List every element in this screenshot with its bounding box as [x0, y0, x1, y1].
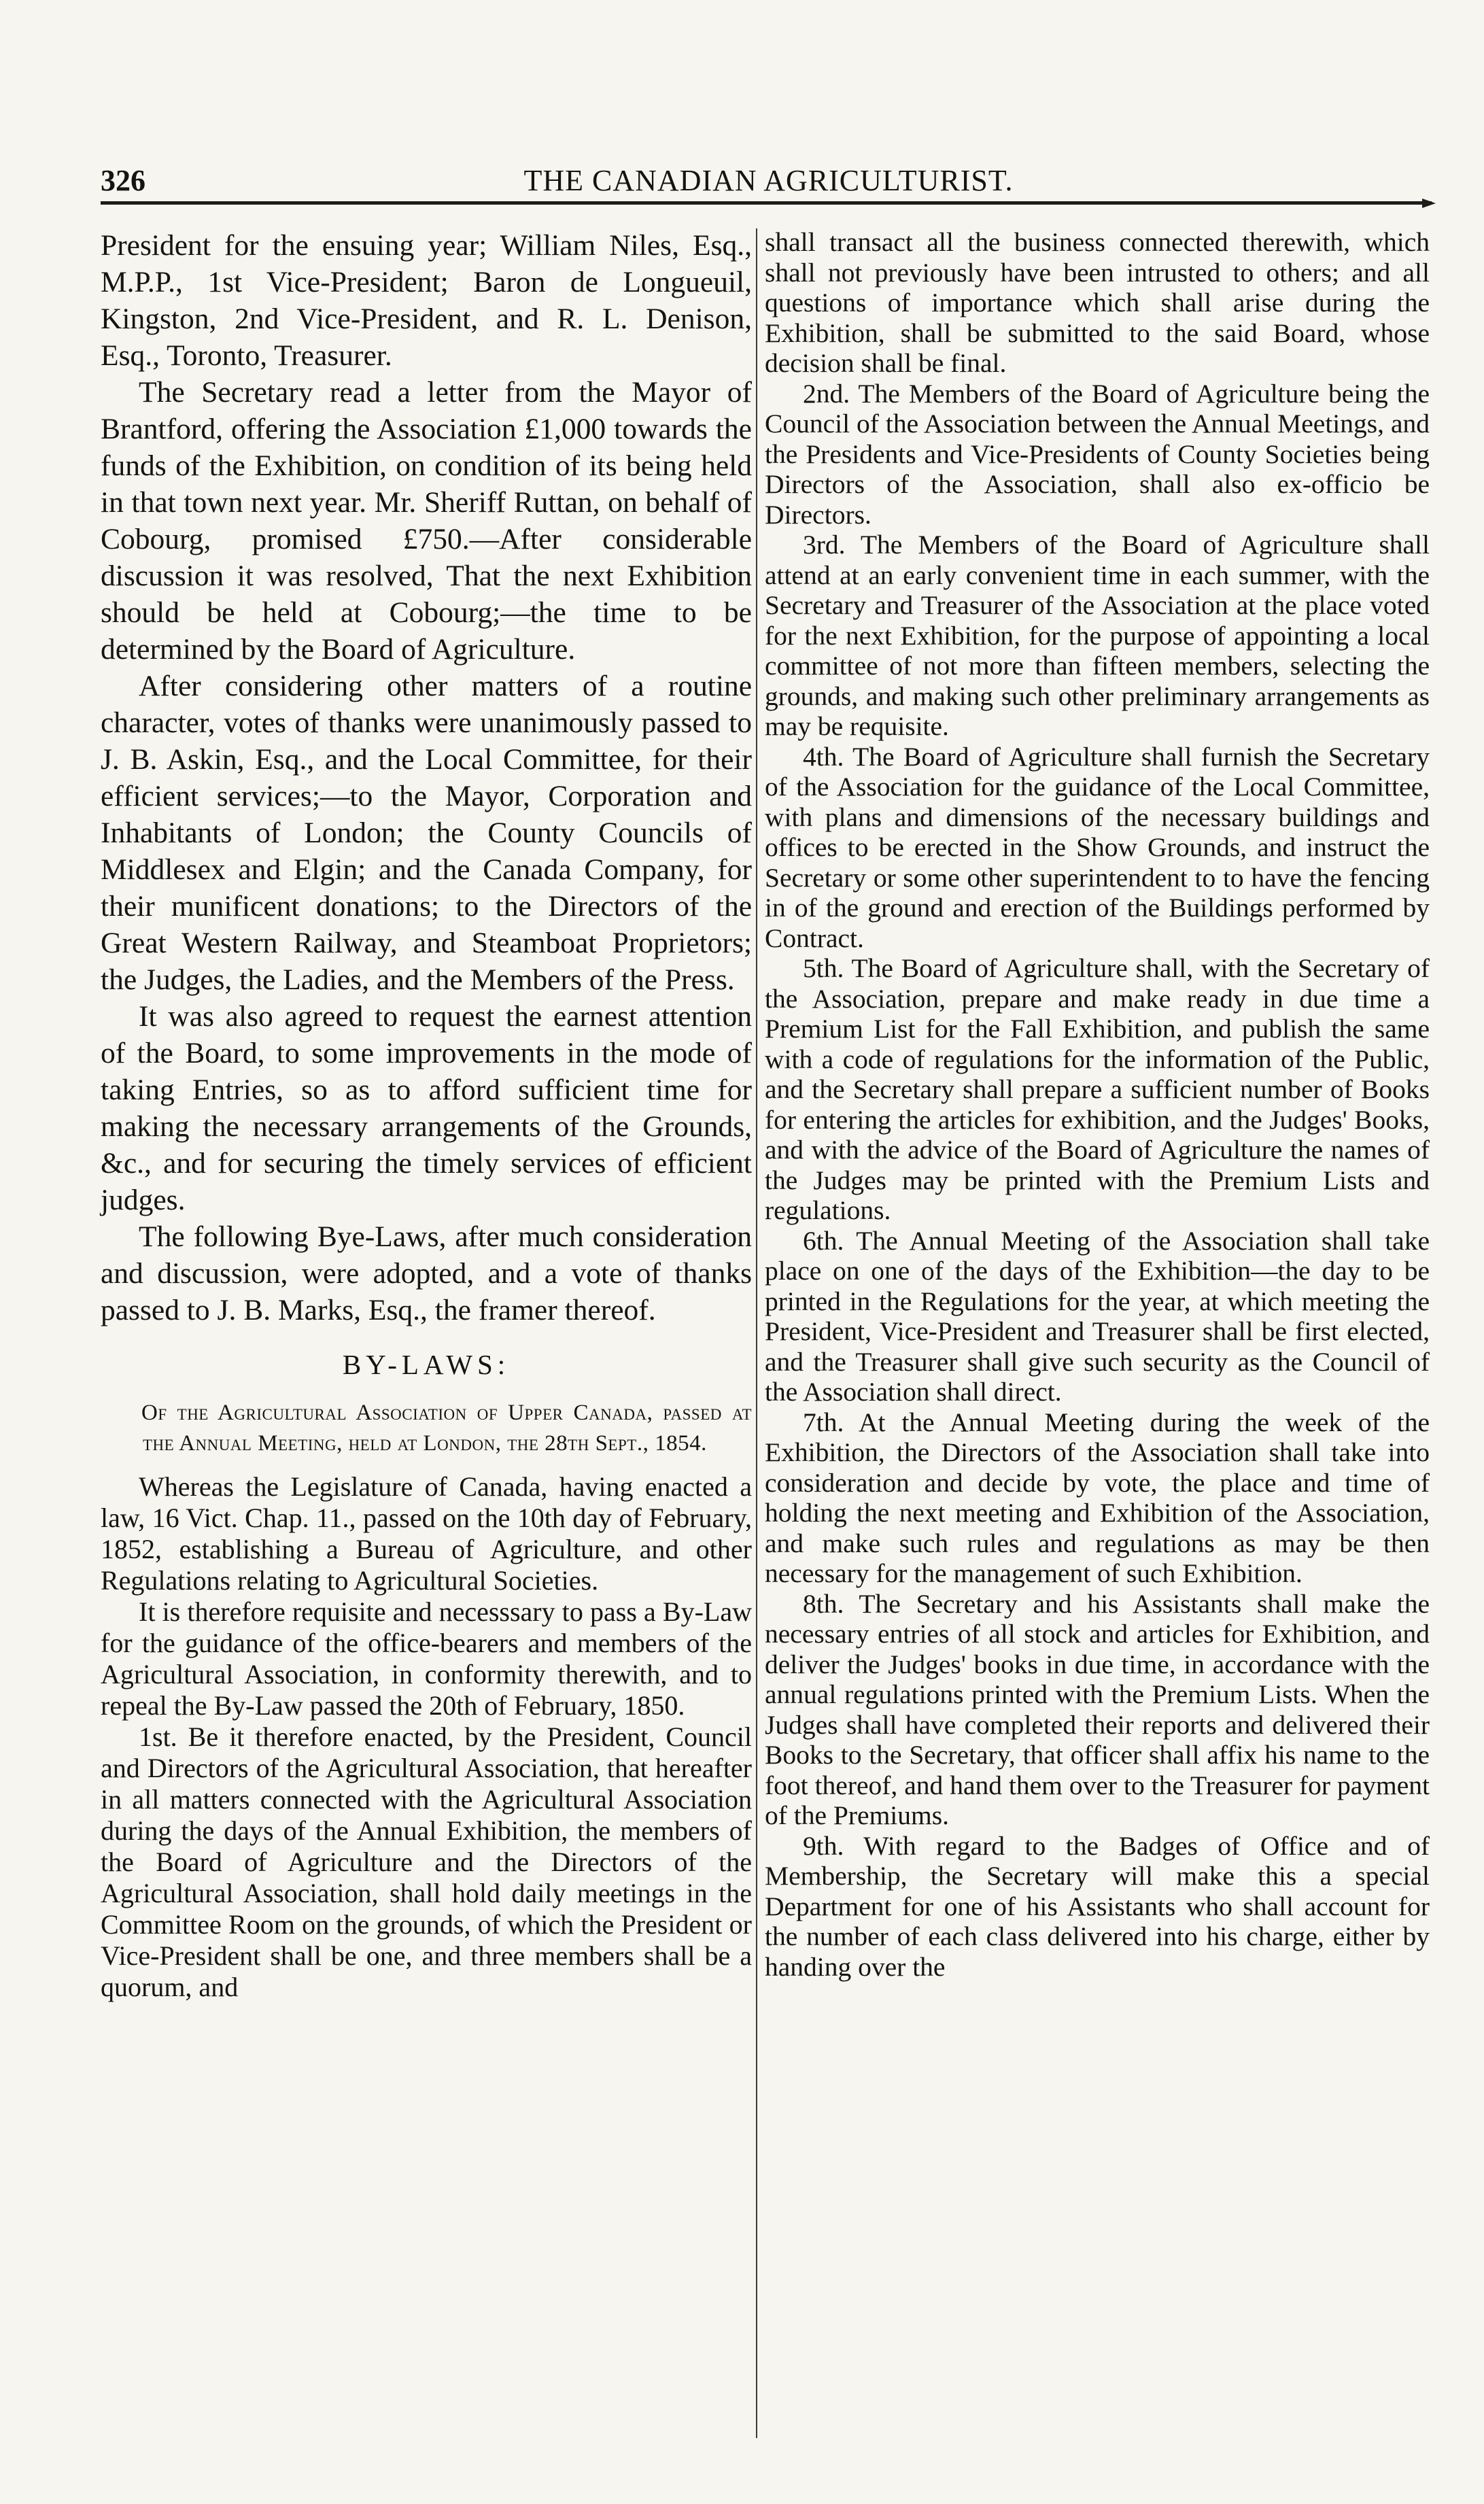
paragraph: President for the ensuing year; William Niles, Esq., M.P.P., 1st Vice-President; Baron de Longueuil, Kingston, 2nd Vice-President, and R. L. Denison, Esq., Toronto, Treasurer.	[101, 229, 752, 372]
bylaws-body	[101, 1471, 752, 2003]
paragraph: After considering other matters of a routine character, votes of thanks were unanimously passed to J. B. Askin, Esq., and the Local Committee, for their efficient services;—to the Mayor, Corporation and Inhabitants of London; the County Councils of Middlesex and Elgin; and the Canada Company, for their munificent donations; to the Directors of the Great Western Railway, and Steamboat Proprietors; the Judges, the Ladies, and the Members of the Press.	[101, 670, 752, 996]
column-divider	[756, 228, 757, 2438]
paragraph: 9th. With regard to the Badges of Office and of Membership, the Secretary will make this a special Department for one of his Assistants who shall account for the number of each class delivered into his charge, either by handing over the	[765, 1830, 1430, 1982]
bylaws-subheading: Of the Agricultural Association of Upper Canada, passed at the Annual Meeting, held at London, the 28th Sept., 1854.	[141, 1401, 752, 1456]
paragraph: 8th. The Secretary and his Assistants shall make the necessary entries of all stock and articles for Exhibition, and deliver the Judges' books in due time, in accordance with the annual regulations printed with the Premium Lists. When the Judges shall have completed their reports and delivered their Books to the Secretary, that officer shall affix his name to the foot thereof, and hand them over to the Treasurer for payment of the Premiums.	[765, 1588, 1430, 1830]
right-column	[765, 227, 1430, 1982]
page-header	[101, 158, 1436, 205]
bylaws-heading: BY-LAWS:	[342, 1349, 511, 1380]
paragraph: The following Bye-Laws, after much consideration and discussion, were adopted, and a vote of thanks passed to J. B. Marks, Esq., the framer thereof.	[101, 1220, 752, 1326]
paragraph: shall transact all the business connected therewith, which shall not previously have been intrusted to others; and all questions of importance which shall arise during the Exhibition, shall be submitted to the said Board, whose decision shall be final.	[765, 227, 1430, 378]
paragraph: 6th. The Annual Meeting of the Association shall take place on one of the days of the Exhibition—the day to be printed in the Regulations for the year, at which meeting the President, Vice-President and Treasurer shall be first elected, and the Treasurer shall give such security as the Council of the Association shall direct.	[765, 1225, 1430, 1407]
paragraph: 3rd. The Members of the Board of Agriculture shall attend at an early convenient time in each summer, with the Secretary and Treasurer of the Association at the place voted for the next Exhibition, for the purpose of appointing a local committee of not more than fifteen members, selecting the grounds, and making such other preliminary arrangements as may be requisite.	[765, 530, 1430, 741]
paragraph: The Secretary read a letter from the Mayor of Brantford, offering the Association £1,000 towards the funds of the Exhibition, on condition of its being held in that town next year. Mr. Sheriff Ruttan, on behalf of Cobourg, promised £750.—After considerable discussion it was resolved, That the next Exhibition should be held at Cobourg;—the time to be determined by the Board of Agriculture.	[101, 376, 752, 666]
paragraph: It was also agreed to request the earnest attention of the Board, to some improvements in the mode of taking Entries, so as to afford sufficient time for making the necessary arrangements of the Grounds, &c., and for securing the timely services of efficient judges.	[101, 1000, 752, 1216]
left-column	[101, 227, 752, 2003]
paragraph: Whereas the Legislature of Canada, having enacted a law, 16 Vict. Chap. 11., passed on the 10th day of February, 1852, establishing a Bureau of Agriculture, and other Regulations relating to Agricultural Societies.	[101, 1471, 752, 1596]
header-rule	[101, 201, 1432, 205]
running-title: THE CANADIAN AGRICULTURIST.	[523, 164, 1014, 197]
paragraph: 2nd. The Members of the Board of Agriculture being the Council of the Association between the Annual Meetings, and the Presidents and Vice-Presidents of County Societies being Directors of the Association, shall also ex-officio be Directors.	[765, 378, 1430, 530]
paragraph: 4th. The Board of Agriculture shall furnish the Secretary of the Association for the guidance of the Local Committee, with plans and dimensions of the necessary buildings and offices to be erected in the Show Grounds, and instruct the Secretary or some other superintendent to to have the fencing in of the ground and erection of the Buildings performed by Contract.	[765, 741, 1430, 953]
page-number: 326	[101, 164, 145, 197]
paragraph: 5th. The Board of Agriculture shall, with the Secretary of the Association, prepare and make ready in due time a Premium List for the Fall Exhibition, and publish the same with a code of regulations for the information of the Public, and the Secretary shall prepare a sufficient number of Books for entering the articles for exhibition, and the Judges' Books, and with the advice of the Board of Agriculture the names of the Judges may be printed with the Premium Lists and regulations.	[765, 953, 1430, 1225]
paragraph: 1st. Be it therefore enacted, by the President, Council and Directors of the Agricultural Association, that hereafter in all matters connected with the Agricultural Association during the days of the Annual Exhibition, the members of the Board of Agriculture and the Directors of the Agricultural Association, shall hold daily meetings in the Committee Room on the grounds, of which the President or Vice-President shall be one, and three members shall be a quorum, and	[101, 1721, 752, 2002]
paragraph: It is therefore requisite and necesssary to pass a By-Law for the guidance of the office-bearers and members of the Agricultural Association, in conformity therewith, and to repeal the By-Law passed the 20th of February, 1850.	[101, 1596, 752, 1721]
paragraph: 7th. At the Annual Meeting during the week of the Exhibition, the Directors of the Association shall take into consideration and decide by vote, the place and time of holding the next meeting and Exhibition of the Association, and make such rules and regulations as may be then necessary for the management of such Exhibition.	[765, 1407, 1430, 1588]
